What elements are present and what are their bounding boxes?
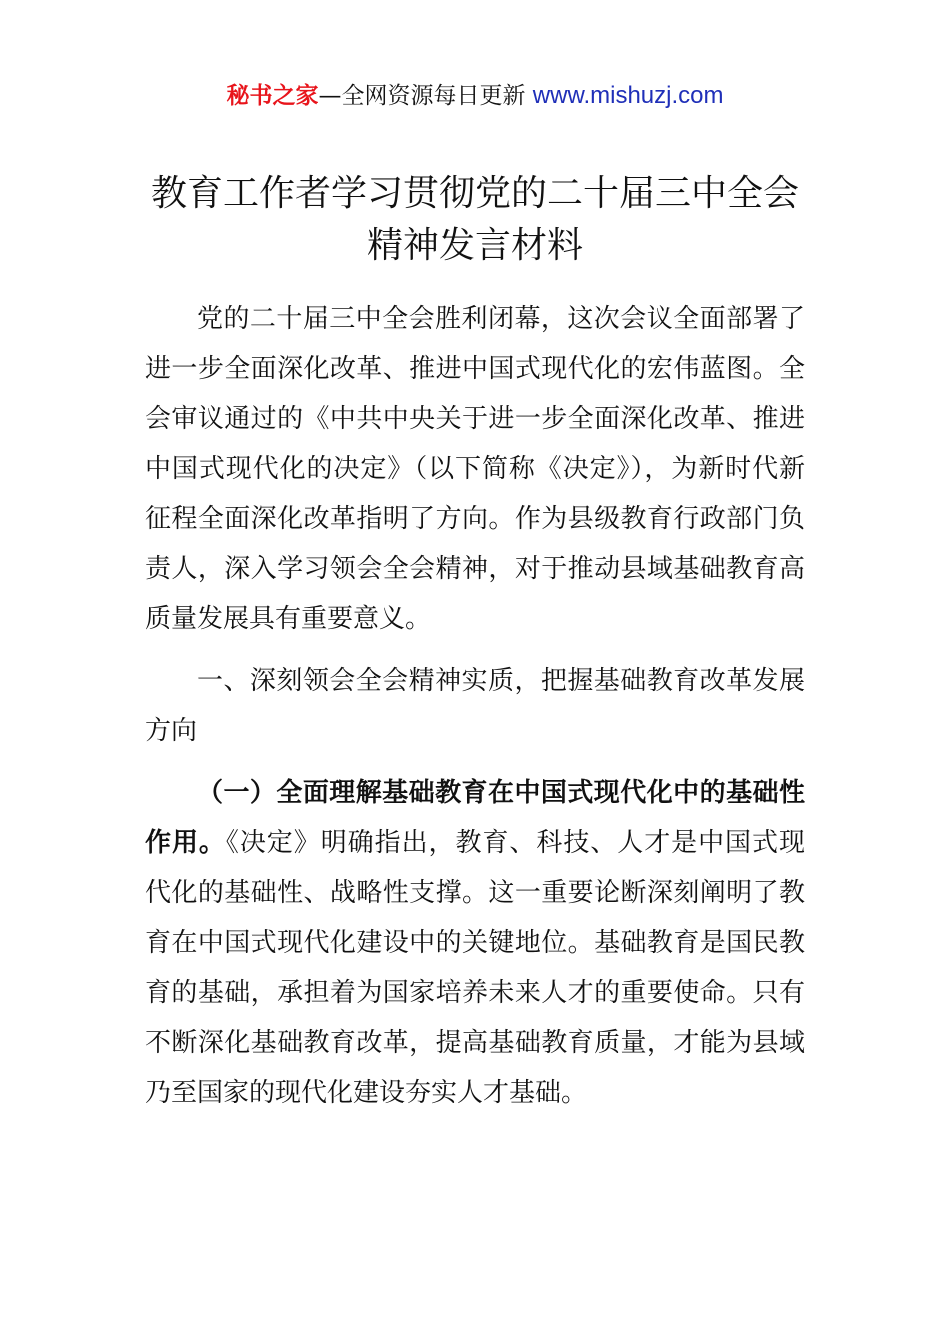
intro-paragraph: 党的二十届三中全会胜利闭幕，这次会议全面部署了进一步全面深化改革、推进中国式现代化的宏伟蓝图。全会审议通过的《中共中央关于进一步全面深化改革、推进中国式现代化的决定》（以下简称《决定》），为新时代新征程全面深化改革指明了方向。作为县级教育行政部门负责人，深入学习领会全会精神，对于推动县域基础教育高质量发展具有重要意义。 xyxy=(145,304,805,634)
subsection-paragraph xyxy=(145,768,805,1118)
section-heading: 一、深刻领会全会精神实质，把握基础教育改革发展方向 xyxy=(145,666,805,746)
site-url[interactable]: www.mishuzj.com xyxy=(532,82,724,109)
document-body xyxy=(145,294,805,1118)
site-brand: 秘书之家 xyxy=(226,83,319,109)
subsection-body: 《决定》明确指出，教育、科技、人才是中国式现代化的基础性、战略性支撑。这一重要论断深刻阐明了教育在中国式现代化建设中的关键地位。基础教育是国民教育的基础，承担着为国家培养未来人才的重要使命。只有不断深化基础教育改革，提高基础教育质量，才能为县域乃至国家的现代化建设夯实人才基础。 xyxy=(145,828,805,1108)
site-slogan: —全网资源每日更新 xyxy=(318,83,533,109)
subsection-heading: （一）全面理解基础教育在中国式现代化中的基础性作用。 xyxy=(145,778,805,858)
title-line-1: 教育工作者学习贯彻党的二十届三中全会 xyxy=(150,173,799,214)
title-line-2: 精神发言材料 xyxy=(366,225,583,266)
document-title xyxy=(110,168,840,272)
site-header xyxy=(0,80,950,112)
